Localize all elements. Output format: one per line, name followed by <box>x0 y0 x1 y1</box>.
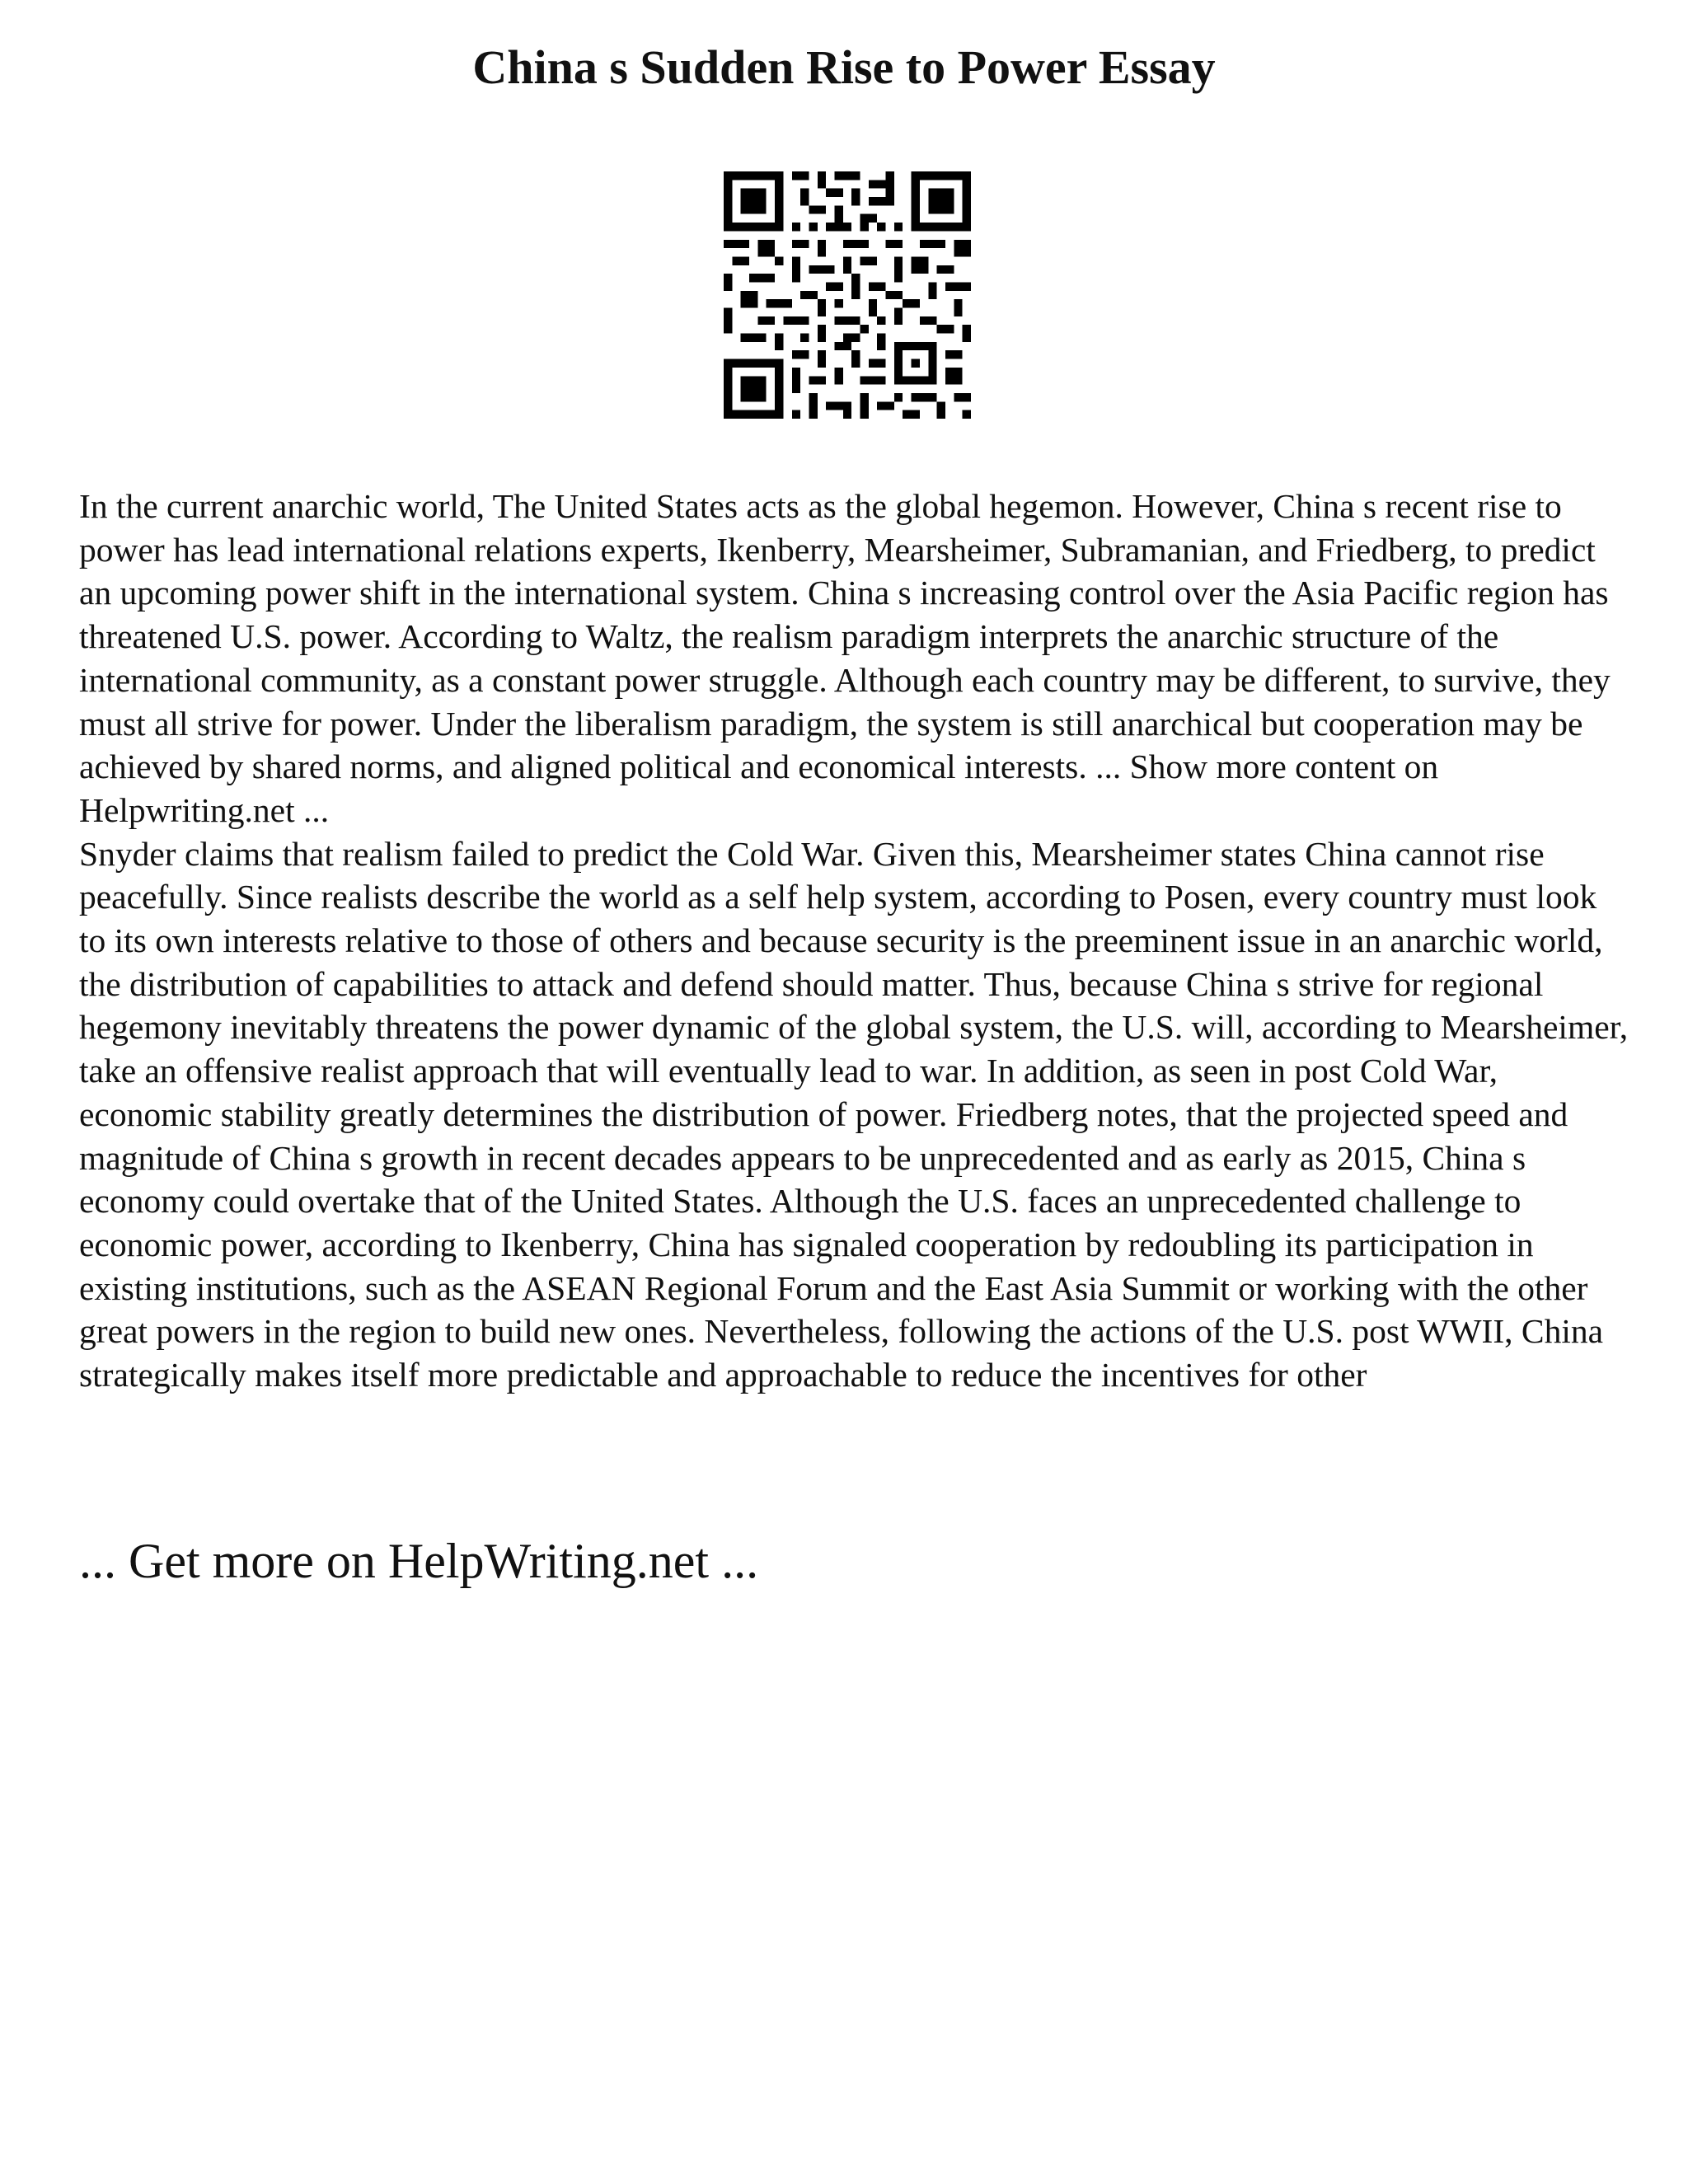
get-more-link[interactable]: ... Get more on HelpWriting.net ... <box>79 1534 759 1588</box>
essay-paragraph-2: Snyder claims that realism failed to predict the Cold War. Given this, Mearsheimer states China cannot rise peacefully. Since realists describe the world as a self help system, according to Posen, every country must look to its own interests relative to those of others and because security is the preeminent issue in an anarchic world, the distribution of capabilities to attack and defend should matter. Thus, because China s strive for regional hegemony inevitably threatens the power dynamic of the global system, the U.S. will, according to Mearsheimer, take an offensive realist approach that will eventually lead to war. In addition, as seen in post Cold War, economic stability greatly determines the distribution of power. Friedberg notes, that the projected speed and magnitude of China s growth in recent decades appears to be unprecedented and as early as 2015, China s economy could overtake that of the United States. Although the U.S. faces an unprecedented challenge to economic power, according to Ikenberry, China has signaled cooperation by redoubling its participation in existing institutions, such as the ASEAN Regional Forum and the East Asia Summit or working with the other great powers in the region to build new ones. Nevertheless, following the actions of the U.S. post WWII, China strategically makes itself more predictable and approachable to reduce the incentives for other <box>79 834 1629 1394</box>
essay-body <box>79 485 1629 1397</box>
essay-paragraph-1: In the current anarchic world, The United States acts as the global hegemon. However, China s recent rise to power has lead international relations experts, Ikenberry, Mearsheimer, Subramanian, and Friedberg, to predict an upcoming power shift in the international system. China s increasing control over the Asia Pacific region has threatened U.S. power. According to Waltz, the realism paradigm interprets the anarchic structure of the international community, as a constant power struggle. Although each country may be different, to survive, they must all strive for power. Under the liberalism paradigm, the system is still anarchical but cooperation may be achieved by shared norms, and aligned political and economical interests. ... Show more content on Helpwriting.net ... <box>79 487 1611 829</box>
page-title: China s Sudden Rise to Power Essay <box>472 40 1216 94</box>
qr-code-icon <box>724 171 971 419</box>
